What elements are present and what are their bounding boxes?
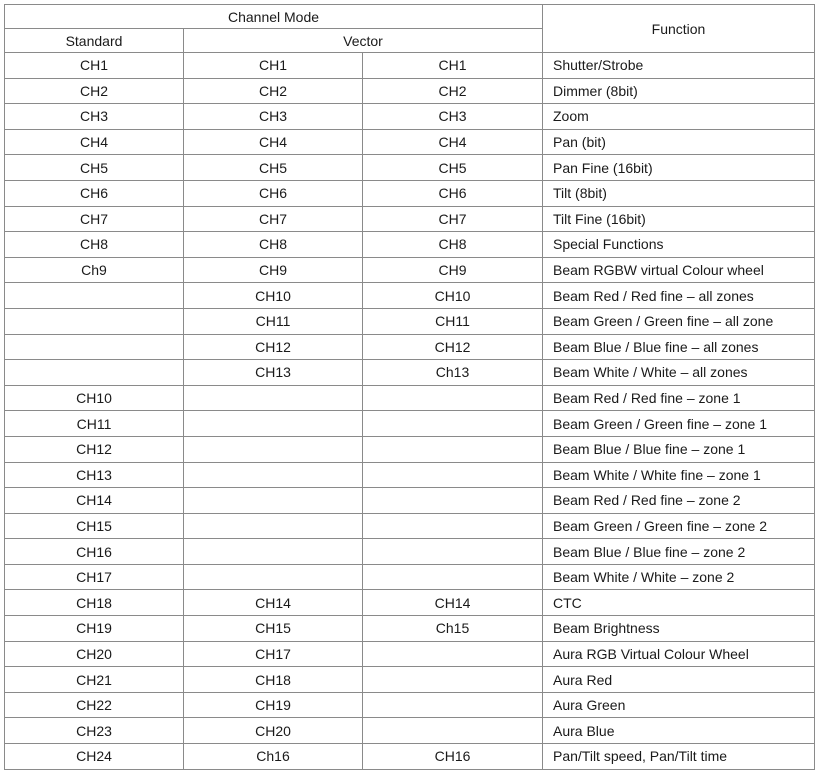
standard-channel-cell: CH17	[5, 564, 184, 590]
vector-channel-cell: CH16	[363, 744, 543, 770]
function-cell: Aura RGB Virtual Colour Wheel	[543, 641, 815, 667]
standard-channel-cell: CH19	[5, 616, 184, 642]
function-cell: Tilt (8bit)	[543, 180, 815, 206]
standard-channel-cell: CH24	[5, 744, 184, 770]
standard-channel-cell: CH5	[5, 155, 184, 181]
vector-channel-cell	[363, 692, 543, 718]
function-cell: Beam Green / Green fine – all zone	[543, 308, 815, 334]
function-cell: Shutter/Strobe	[543, 53, 815, 79]
vector-channel-cell	[363, 462, 543, 488]
vector-channel-cell: CH14	[363, 590, 543, 616]
table-row	[5, 667, 815, 693]
vector-channel-cell	[184, 564, 363, 590]
vector-channel-cell: Ch16	[184, 744, 363, 770]
function-cell: Beam Blue / Blue fine – all zones	[543, 334, 815, 360]
function-cell: Beam White / White – zone 2	[543, 564, 815, 590]
table-row	[5, 257, 815, 283]
standard-channel-cell	[5, 360, 184, 386]
standard-channel-cell: CH16	[5, 539, 184, 565]
table-row	[5, 616, 815, 642]
standard-channel-cell: CH22	[5, 692, 184, 718]
vector-channel-cell: CH3	[184, 104, 363, 130]
table-row	[5, 462, 815, 488]
vector-channel-cell: CH13	[184, 360, 363, 386]
vector-channel-cell: CH1	[363, 53, 543, 79]
vector-channel-cell: Ch15	[363, 616, 543, 642]
vector-channel-cell: CH9	[363, 257, 543, 283]
standard-channel-cell: CH1	[5, 53, 184, 79]
table-row	[5, 692, 815, 718]
table-row	[5, 206, 815, 232]
standard-channel-cell: CH18	[5, 590, 184, 616]
standard-channel-cell: CH12	[5, 436, 184, 462]
table-row	[5, 155, 815, 181]
vector-channel-cell: CH9	[184, 257, 363, 283]
vector-channel-cell: CH6	[184, 180, 363, 206]
table-row	[5, 283, 815, 309]
table-row	[5, 641, 815, 667]
table-row	[5, 436, 815, 462]
standard-channel-cell: CH13	[5, 462, 184, 488]
vector-channel-cell	[363, 488, 543, 514]
table-row	[5, 718, 815, 744]
vector-channel-cell: CH11	[363, 308, 543, 334]
vector-channel-cell: CH7	[363, 206, 543, 232]
vector-channel-cell	[363, 564, 543, 590]
table-header	[5, 5, 815, 53]
table-row	[5, 513, 815, 539]
table-row	[5, 53, 815, 79]
standard-channel-cell	[5, 334, 184, 360]
vector-header: Vector	[184, 29, 543, 53]
standard-channel-cell: CH6	[5, 180, 184, 206]
vector-channel-cell: CH19	[184, 692, 363, 718]
standard-header: Standard	[5, 29, 184, 53]
vector-channel-cell	[184, 411, 363, 437]
channel-table-sheet	[4, 4, 815, 770]
vector-channel-cell	[363, 718, 543, 744]
channel-mode-header: Channel Mode	[5, 5, 543, 29]
vector-channel-cell: CH18	[184, 667, 363, 693]
function-cell: Beam White / White – all zones	[543, 360, 815, 386]
vector-channel-cell: CH12	[363, 334, 543, 360]
vector-channel-cell	[363, 411, 543, 437]
vector-channel-cell	[184, 385, 363, 411]
vector-channel-cell: Ch13	[363, 360, 543, 386]
vector-channel-cell	[363, 385, 543, 411]
vector-channel-cell: CH12	[184, 334, 363, 360]
function-cell: Beam Brightness	[543, 616, 815, 642]
table-row	[5, 539, 815, 565]
vector-channel-cell: CH2	[363, 78, 543, 104]
standard-channel-cell: CH7	[5, 206, 184, 232]
vector-channel-cell: CH1	[184, 53, 363, 79]
function-cell: Special Functions	[543, 232, 815, 258]
table-row	[5, 385, 815, 411]
vector-channel-cell: CH15	[184, 616, 363, 642]
vector-channel-cell	[363, 513, 543, 539]
vector-channel-cell	[363, 436, 543, 462]
function-cell: Beam Green / Green fine – zone 1	[543, 411, 815, 437]
vector-channel-cell: CH10	[184, 283, 363, 309]
table-row	[5, 308, 815, 334]
function-cell: Aura Green	[543, 692, 815, 718]
table-body	[5, 53, 815, 770]
function-cell: Pan/Tilt speed, Pan/Tilt time	[543, 744, 815, 770]
vector-channel-cell	[184, 488, 363, 514]
function-cell: Aura Blue	[543, 718, 815, 744]
vector-channel-cell: CH17	[184, 641, 363, 667]
table-row	[5, 564, 815, 590]
standard-channel-cell: CH23	[5, 718, 184, 744]
standard-channel-cell: Ch9	[5, 257, 184, 283]
function-cell: Dimmer (8bit)	[543, 78, 815, 104]
standard-channel-cell: CH20	[5, 641, 184, 667]
function-cell: Beam Red / Red fine – all zones	[543, 283, 815, 309]
table-row	[5, 129, 815, 155]
function-cell: Beam White / White fine – zone 1	[543, 462, 815, 488]
vector-channel-cell: CH11	[184, 308, 363, 334]
vector-channel-cell	[184, 539, 363, 565]
vector-channel-cell: CH20	[184, 718, 363, 744]
standard-channel-cell: CH4	[5, 129, 184, 155]
table-row	[5, 232, 815, 258]
vector-channel-cell: CH5	[363, 155, 543, 181]
standard-channel-cell	[5, 283, 184, 309]
function-cell: Tilt Fine (16bit)	[543, 206, 815, 232]
vector-channel-cell: CH2	[184, 78, 363, 104]
vector-channel-cell	[184, 513, 363, 539]
vector-channel-cell: CH6	[363, 180, 543, 206]
vector-channel-cell: CH3	[363, 104, 543, 130]
standard-channel-cell: CH2	[5, 78, 184, 104]
function-cell: Zoom	[543, 104, 815, 130]
function-header: Function	[543, 5, 815, 53]
table-row	[5, 360, 815, 386]
function-cell: Beam Blue / Blue fine – zone 1	[543, 436, 815, 462]
table-row	[5, 488, 815, 514]
function-cell: Beam Green / Green fine – zone 2	[543, 513, 815, 539]
standard-channel-cell	[5, 308, 184, 334]
standard-channel-cell: CH14	[5, 488, 184, 514]
vector-channel-cell: CH7	[184, 206, 363, 232]
function-cell: Pan (bit)	[543, 129, 815, 155]
function-cell: Pan Fine (16bit)	[543, 155, 815, 181]
standard-channel-cell: CH15	[5, 513, 184, 539]
table-row	[5, 180, 815, 206]
standard-channel-cell: CH21	[5, 667, 184, 693]
table-row	[5, 334, 815, 360]
function-cell: Aura Red	[543, 667, 815, 693]
function-cell: CTC	[543, 590, 815, 616]
vector-channel-cell	[363, 641, 543, 667]
vector-channel-cell: CH4	[184, 129, 363, 155]
table-row	[5, 744, 815, 770]
function-cell: Beam Red / Red fine – zone 2	[543, 488, 815, 514]
standard-channel-cell: CH11	[5, 411, 184, 437]
table-row	[5, 78, 815, 104]
vector-channel-cell: CH5	[184, 155, 363, 181]
vector-channel-cell: CH10	[363, 283, 543, 309]
vector-channel-cell	[184, 462, 363, 488]
vector-channel-cell: CH4	[363, 129, 543, 155]
channel-mode-table	[4, 4, 815, 770]
table-row	[5, 104, 815, 130]
function-cell: Beam Blue / Blue fine – zone 2	[543, 539, 815, 565]
vector-channel-cell	[184, 436, 363, 462]
standard-channel-cell: CH10	[5, 385, 184, 411]
vector-channel-cell	[363, 667, 543, 693]
function-cell: Beam RGBW virtual Colour wheel	[543, 257, 815, 283]
vector-channel-cell	[363, 539, 543, 565]
vector-channel-cell: CH8	[184, 232, 363, 258]
standard-channel-cell: CH3	[5, 104, 184, 130]
vector-channel-cell: CH14	[184, 590, 363, 616]
table-row	[5, 590, 815, 616]
vector-channel-cell: CH8	[363, 232, 543, 258]
function-cell: Beam Red / Red fine – zone 1	[543, 385, 815, 411]
table-row	[5, 411, 815, 437]
standard-channel-cell: CH8	[5, 232, 184, 258]
